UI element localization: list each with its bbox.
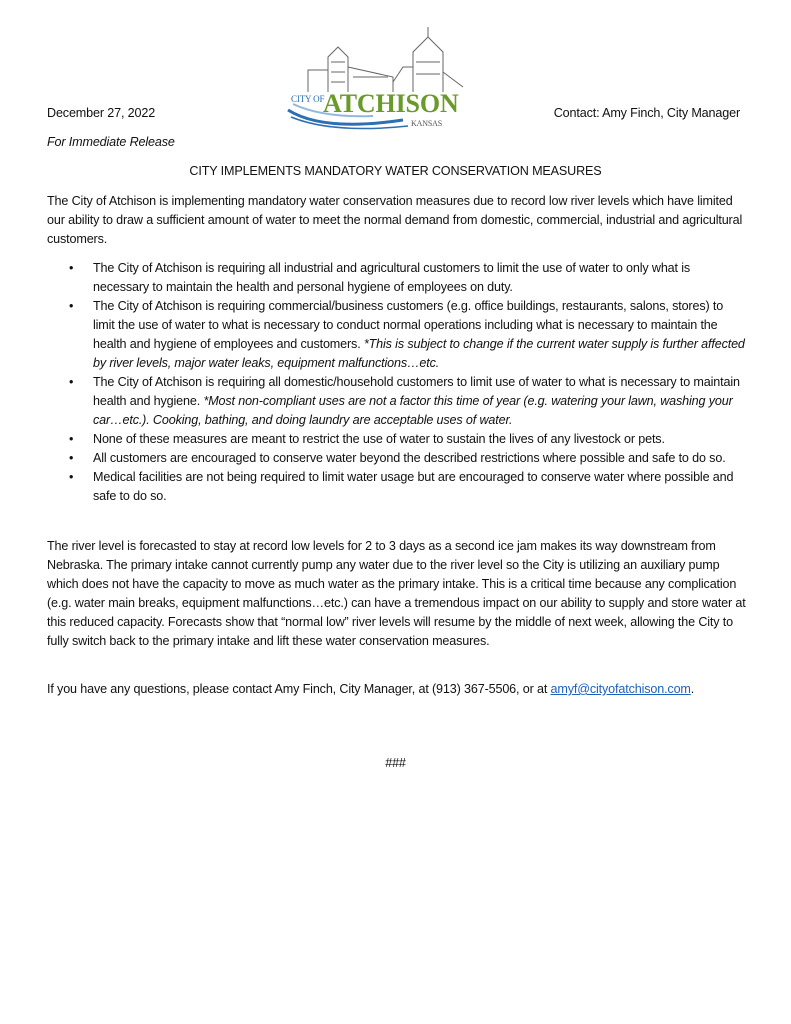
list-item bbox=[93, 373, 747, 430]
river-level-paragraph: The river level is forecasted to stay at record low levels for 2 to 3 days as a second ice jam makes its way downstream from Nebraska. The primary intake cannot currently pump any water due to the river level so the City is utilizing an auxiliary pump which does not have the capacity to move as much water as the primary intake. This is a critical time because any complication (e.g. water main breaks, equipment malfunctions…etc.) can have a tremendous impact on our ability to supply and store water at this reduced capacity. Forecasts show that “normal low” river levels will resume by the middle of next week, allowing the City to fully switch back to the primary intake and lift these water conservation measures. bbox=[47, 539, 746, 648]
bullet-text: All customers are encouraged to conserve water beyond the described restrictions where possible and safe to do so. bbox=[93, 451, 726, 465]
logo-name: ATCHISON bbox=[323, 89, 459, 118]
bullet-text: None of these measures are meant to restrict the use of water to sustain the lives of any livestock or pets. bbox=[93, 432, 665, 446]
intro-paragraph: The City of Atchison is implementing mandatory water conservation measures due to record low river levels which have limited our ability to draw a sufficient amount of water to meet the normal demand from domestic, commercial, industrial and agricultural customers. bbox=[47, 194, 743, 246]
period: . bbox=[690, 682, 695, 696]
contact-paragraph bbox=[47, 680, 747, 699]
measures-list bbox=[47, 259, 747, 506]
list-item bbox=[93, 430, 747, 449]
release-label: For Immediate Release bbox=[47, 135, 175, 149]
end-mark: ### bbox=[385, 756, 406, 770]
document-title: CITY IMPLEMENTS MANDATORY WATER CONSERVATION MEASURES bbox=[189, 164, 602, 178]
bullet-text: The City of Atchison is requiring all domestic/household customers to limit use of water to what is necessary to maintain health and hygiene. bbox=[93, 375, 740, 408]
city-of-atchison-logo bbox=[283, 22, 473, 134]
bullet-text: Medical facilities are not being required to limit water usage but are encouraged to conserve water where possible and safe to do so. bbox=[93, 470, 734, 503]
bullet-text: The City of Atchison is requiring all industrial and agricultural customers to limit the use of water to only what is necessary to maintain the health and personal hygiene of employees on duty. bbox=[93, 261, 691, 294]
release-date: December 27, 2022 bbox=[47, 106, 156, 120]
contact-text: If you have any questions, please contact Amy Finch, City Manager, at (913) 367-5506, or at bbox=[47, 682, 551, 696]
list-item bbox=[93, 297, 747, 373]
bullet-note: *This is subject to change if the current water supply is further affected by river levels, major water leaks, equipment malfunctions…etc. bbox=[93, 337, 745, 370]
list-item bbox=[93, 259, 747, 297]
bullet-note: *Most non-compliant uses are not a factor this time of year (e.g. watering your lawn, washing your car…etc.). Cooking, bathing, and doing laundry are acceptable uses of water. bbox=[93, 394, 733, 427]
logo-state: KANSAS bbox=[411, 119, 443, 128]
logo-city-of: CITY OF bbox=[291, 94, 325, 104]
list-item bbox=[93, 468, 747, 506]
contact-info: Contact: Amy Finch, City Manager bbox=[553, 106, 740, 120]
list-item bbox=[93, 449, 747, 468]
bullet-text: The City of Atchison is requiring commercial/business customers (e.g. office buildings, restaurants, salons, stores) to limit the use of water to what is necessary to conduct normal operations including what is necessary to maintain the health and hygiene of employees and customers. bbox=[93, 299, 724, 351]
email-link[interactable]: amyf@cityofatchison.com bbox=[550, 682, 691, 696]
